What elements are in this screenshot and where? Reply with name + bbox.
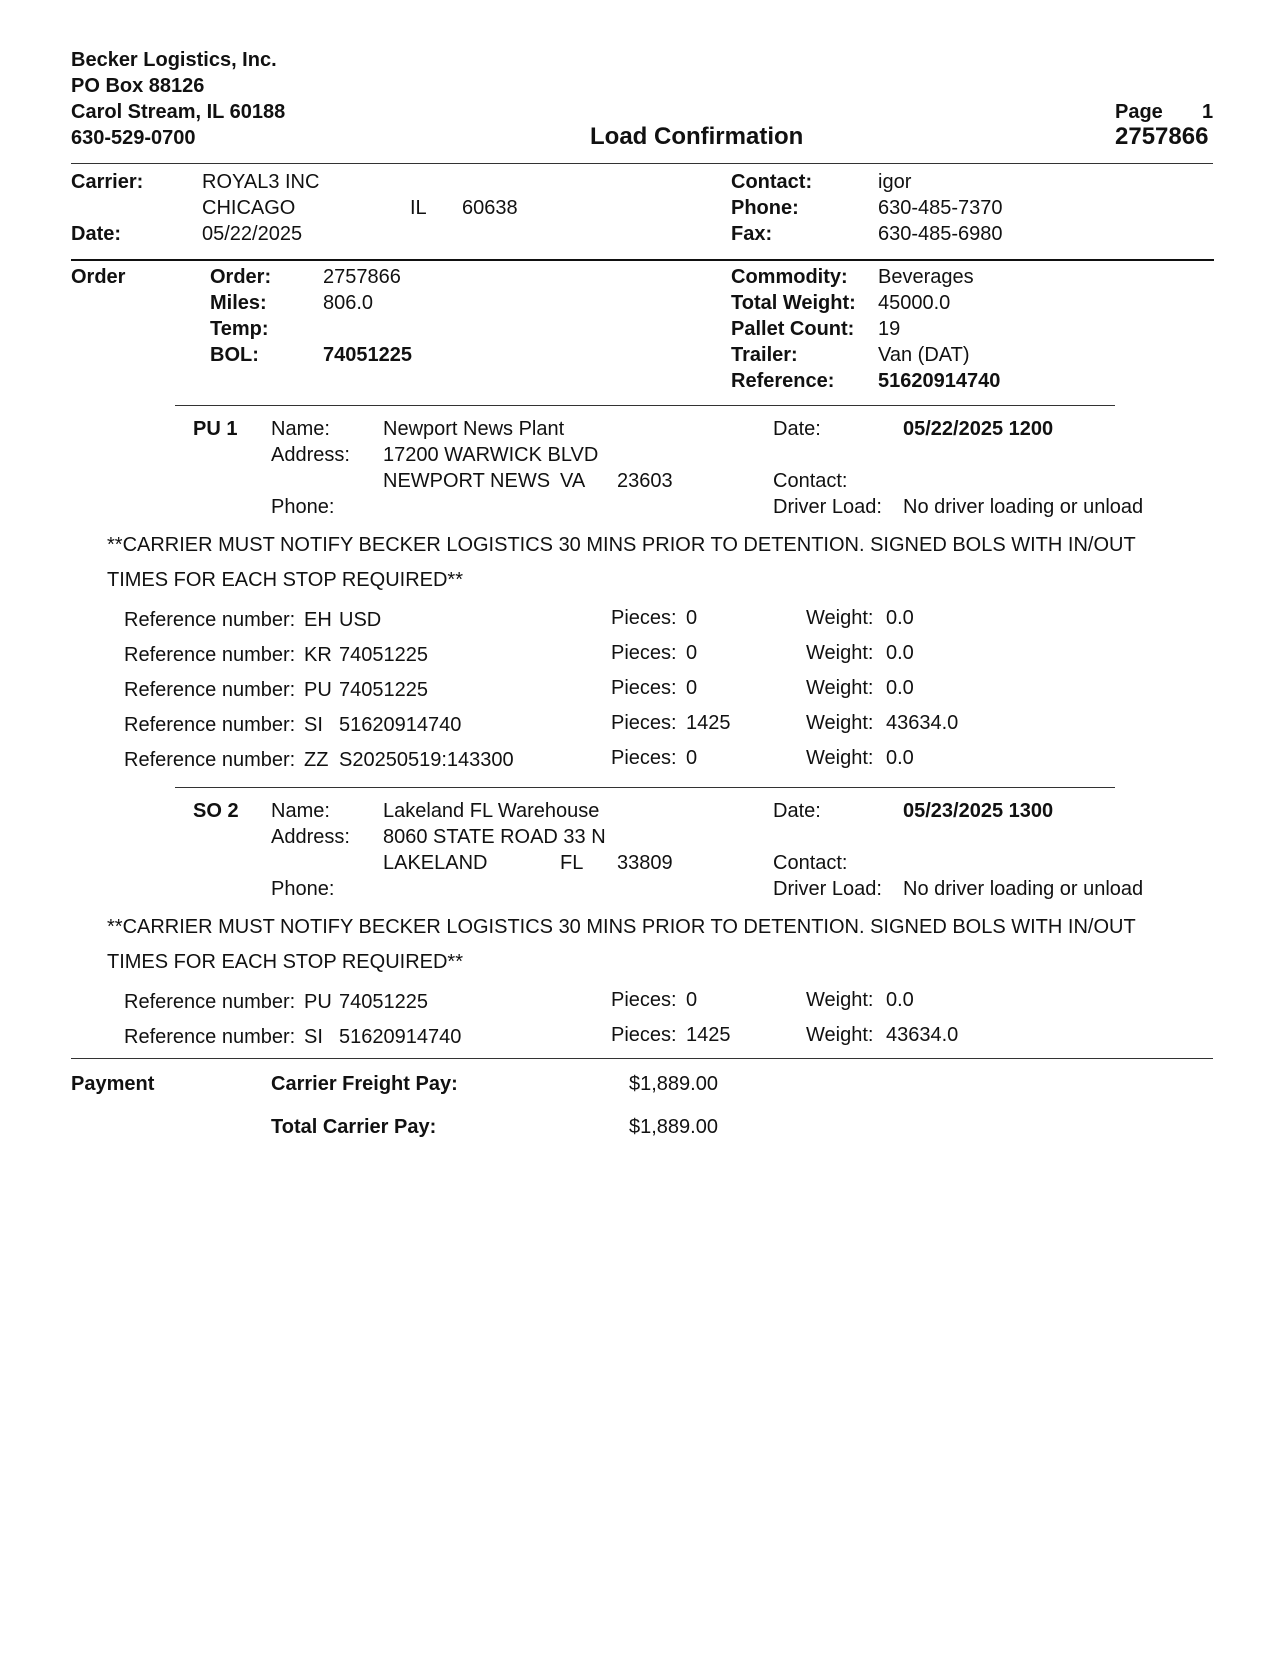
phone-value: 630-485-7370 <box>878 197 1003 219</box>
reference-value: 74051225 <box>339 644 428 666</box>
reference-code: PU <box>304 991 332 1013</box>
bol-value: 74051225 <box>323 344 412 366</box>
carrier-state: IL <box>410 197 427 219</box>
stop-address-label: Address: <box>271 444 350 466</box>
order-value: 2757866 <box>323 266 401 288</box>
trailer-value: Van (DAT) <box>878 344 970 366</box>
stop-state: FL <box>560 852 584 874</box>
weight-value: 43634.0 <box>886 1024 959 1046</box>
stop-phone-label: Phone: <box>271 496 335 518</box>
pieces-value: 0 <box>686 607 698 629</box>
pallet-count-value: 19 <box>878 318 901 340</box>
total-weight-label: Total Weight: <box>731 292 856 314</box>
stop-code: PU 1 <box>193 418 238 440</box>
carrier-date: 05/22/2025 <box>202 223 303 245</box>
weight-label: Weight: <box>806 1024 874 1046</box>
stop-notice: **CARRIER MUST NOTIFY BECKER LOGISTICS 30 MINS PRIOR TO DETENTION. SIGNED BOLS WITH IN/OUT <box>107 534 1136 556</box>
divider <box>71 1058 1213 1059</box>
miles-value: 806.0 <box>323 292 374 314</box>
stop-name: Lakeland FL Warehouse <box>383 800 600 822</box>
pieces-label: Pieces: <box>611 642 677 664</box>
reference-value: 51620914740 <box>878 370 1001 392</box>
carrier-zip: 60638 <box>462 197 518 219</box>
reference-value: 51620914740 <box>339 714 462 736</box>
weight-value: 0.0 <box>886 642 914 664</box>
total-carrier-pay-value: $1,889.00 <box>629 1116 718 1138</box>
header-order-number: 2757866 <box>1115 123 1209 150</box>
trailer-label: Trailer: <box>731 344 798 366</box>
stop-driver: No driver loading or unload <box>903 878 1144 900</box>
stop-notice: TIMES FOR EACH STOP REQUIRED** <box>107 951 463 973</box>
reference-label: Reference: <box>731 370 835 392</box>
pieces-value: 0 <box>686 677 698 699</box>
stop-date-label: Date: <box>773 418 821 440</box>
reference-number-label: Reference number: <box>124 679 296 701</box>
weight-value: 0.0 <box>886 747 914 769</box>
carrier-name: ROYAL3 INC <box>202 171 320 193</box>
pieces-label: Pieces: <box>611 677 677 699</box>
reference-number-label: Reference number: <box>124 749 296 771</box>
stop-driver: No driver loading or unload <box>903 496 1144 518</box>
total-carrier-pay-label: Total Carrier Pay: <box>271 1116 437 1138</box>
pieces-label: Pieces: <box>611 1024 677 1046</box>
page-label: Page <box>1115 101 1163 123</box>
commodity-label: Commodity: <box>731 266 848 288</box>
stop-city: NEWPORT NEWS <box>383 470 551 492</box>
stop-contact-label: Contact: <box>773 852 848 874</box>
pieces-value: 0 <box>686 747 698 769</box>
weight-label: Weight: <box>806 712 874 734</box>
stop-notice: **CARRIER MUST NOTIFY BECKER LOGISTICS 30 MINS PRIOR TO DETENTION. SIGNED BOLS WITH IN/OUT <box>107 916 1136 938</box>
carrier-label: Carrier: <box>71 171 144 193</box>
divider <box>175 405 1115 406</box>
stop-driver-label: Driver Load: <box>773 878 882 900</box>
stop-driver-label: Driver Load: <box>773 496 882 518</box>
weight-value: 0.0 <box>886 989 914 1011</box>
stop-notice: TIMES FOR EACH STOP REQUIRED** <box>107 569 463 591</box>
total-weight-value: 45000.0 <box>878 292 951 314</box>
pieces-label: Pieces: <box>611 712 677 734</box>
stop-address-label: Address: <box>271 826 350 848</box>
phone-label: Phone: <box>731 197 799 219</box>
stop-date: 05/22/2025 1200 <box>903 418 1054 440</box>
company-city: Carol Stream, IL 60188 <box>71 101 286 123</box>
pieces-label: Pieces: <box>611 607 677 629</box>
weight-label: Weight: <box>806 642 874 664</box>
stop-date-label: Date: <box>773 800 821 822</box>
order-section-label: Order <box>71 266 126 288</box>
contact-label: Contact: <box>731 171 813 193</box>
pallet-count-label: Pallet Count: <box>731 318 855 340</box>
company-name: Becker Logistics, Inc. <box>71 49 277 71</box>
page-number: 1 <box>1202 101 1214 123</box>
reference-number-label: Reference number: <box>124 991 296 1013</box>
weight-label: Weight: <box>806 607 874 629</box>
reference-code: SI <box>304 714 323 736</box>
carrier-date-label: Date: <box>71 223 122 245</box>
reference-code: EH <box>304 609 332 631</box>
carrier-freight-pay-label: Carrier Freight Pay: <box>271 1073 458 1095</box>
reference-value: USD <box>339 609 382 631</box>
order-label: Order: <box>210 266 272 288</box>
reference-value: 51620914740 <box>339 1026 462 1048</box>
pieces-label: Pieces: <box>611 989 677 1011</box>
miles-label: Miles: <box>210 292 267 314</box>
weight-label: Weight: <box>806 989 874 1011</box>
stop-zip: 23603 <box>617 470 673 492</box>
reference-number-label: Reference number: <box>124 714 296 736</box>
pieces-value: 1425 <box>686 712 731 734</box>
stop-state: VA <box>560 470 586 492</box>
stop-address: 17200 WARWICK BLVD <box>383 444 599 466</box>
weight-value: 43634.0 <box>886 712 959 734</box>
contact-value: igor <box>878 171 912 193</box>
weight-value: 0.0 <box>886 677 914 699</box>
stop-zip: 33809 <box>617 852 673 874</box>
carrier-city: CHICAGO <box>202 197 296 219</box>
reference-number-label: Reference number: <box>124 609 296 631</box>
weight-label: Weight: <box>806 677 874 699</box>
fax-label: Fax: <box>731 223 773 245</box>
reference-value: 74051225 <box>339 991 428 1013</box>
carrier-freight-pay-value: $1,889.00 <box>629 1073 718 1095</box>
reference-number-label: Reference number: <box>124 644 296 666</box>
weight-value: 0.0 <box>886 607 914 629</box>
bol-label: BOL: <box>210 344 259 366</box>
company-phone: 630-529-0700 <box>71 127 196 149</box>
divider <box>71 163 1213 164</box>
doc-title: Load Confirmation <box>590 123 804 150</box>
reference-value: S20250519:143300 <box>339 749 514 771</box>
stop-phone-label: Phone: <box>271 878 335 900</box>
stop-name-label: Name: <box>271 800 330 822</box>
payment-section-label: Payment <box>71 1073 155 1095</box>
reference-code: PU <box>304 679 332 701</box>
reference-code: ZZ <box>304 749 329 771</box>
pieces-label: Pieces: <box>611 747 677 769</box>
reference-number-label: Reference number: <box>124 1026 296 1048</box>
temp-label: Temp: <box>210 318 269 340</box>
commodity-value: Beverages <box>878 266 974 288</box>
stop-date: 05/23/2025 1300 <box>903 800 1054 822</box>
divider <box>71 259 1214 261</box>
stop-name: Newport News Plant <box>383 418 565 440</box>
weight-label: Weight: <box>806 747 874 769</box>
reference-code: KR <box>304 644 332 666</box>
reference-value: 74051225 <box>339 679 428 701</box>
fax-value: 630-485-6980 <box>878 223 1003 245</box>
stop-address: 8060 STATE ROAD 33 N <box>383 826 606 848</box>
stop-city: LAKELAND <box>383 852 488 874</box>
stop-name-label: Name: <box>271 418 330 440</box>
stop-code: SO 2 <box>193 800 239 822</box>
stop-contact-label: Contact: <box>773 470 848 492</box>
pieces-value: 1425 <box>686 1024 731 1046</box>
divider <box>175 787 1115 788</box>
pieces-value: 0 <box>686 989 698 1011</box>
reference-code: SI <box>304 1026 323 1048</box>
pieces-value: 0 <box>686 642 698 664</box>
company-po-box: PO Box 88126 <box>71 75 205 97</box>
